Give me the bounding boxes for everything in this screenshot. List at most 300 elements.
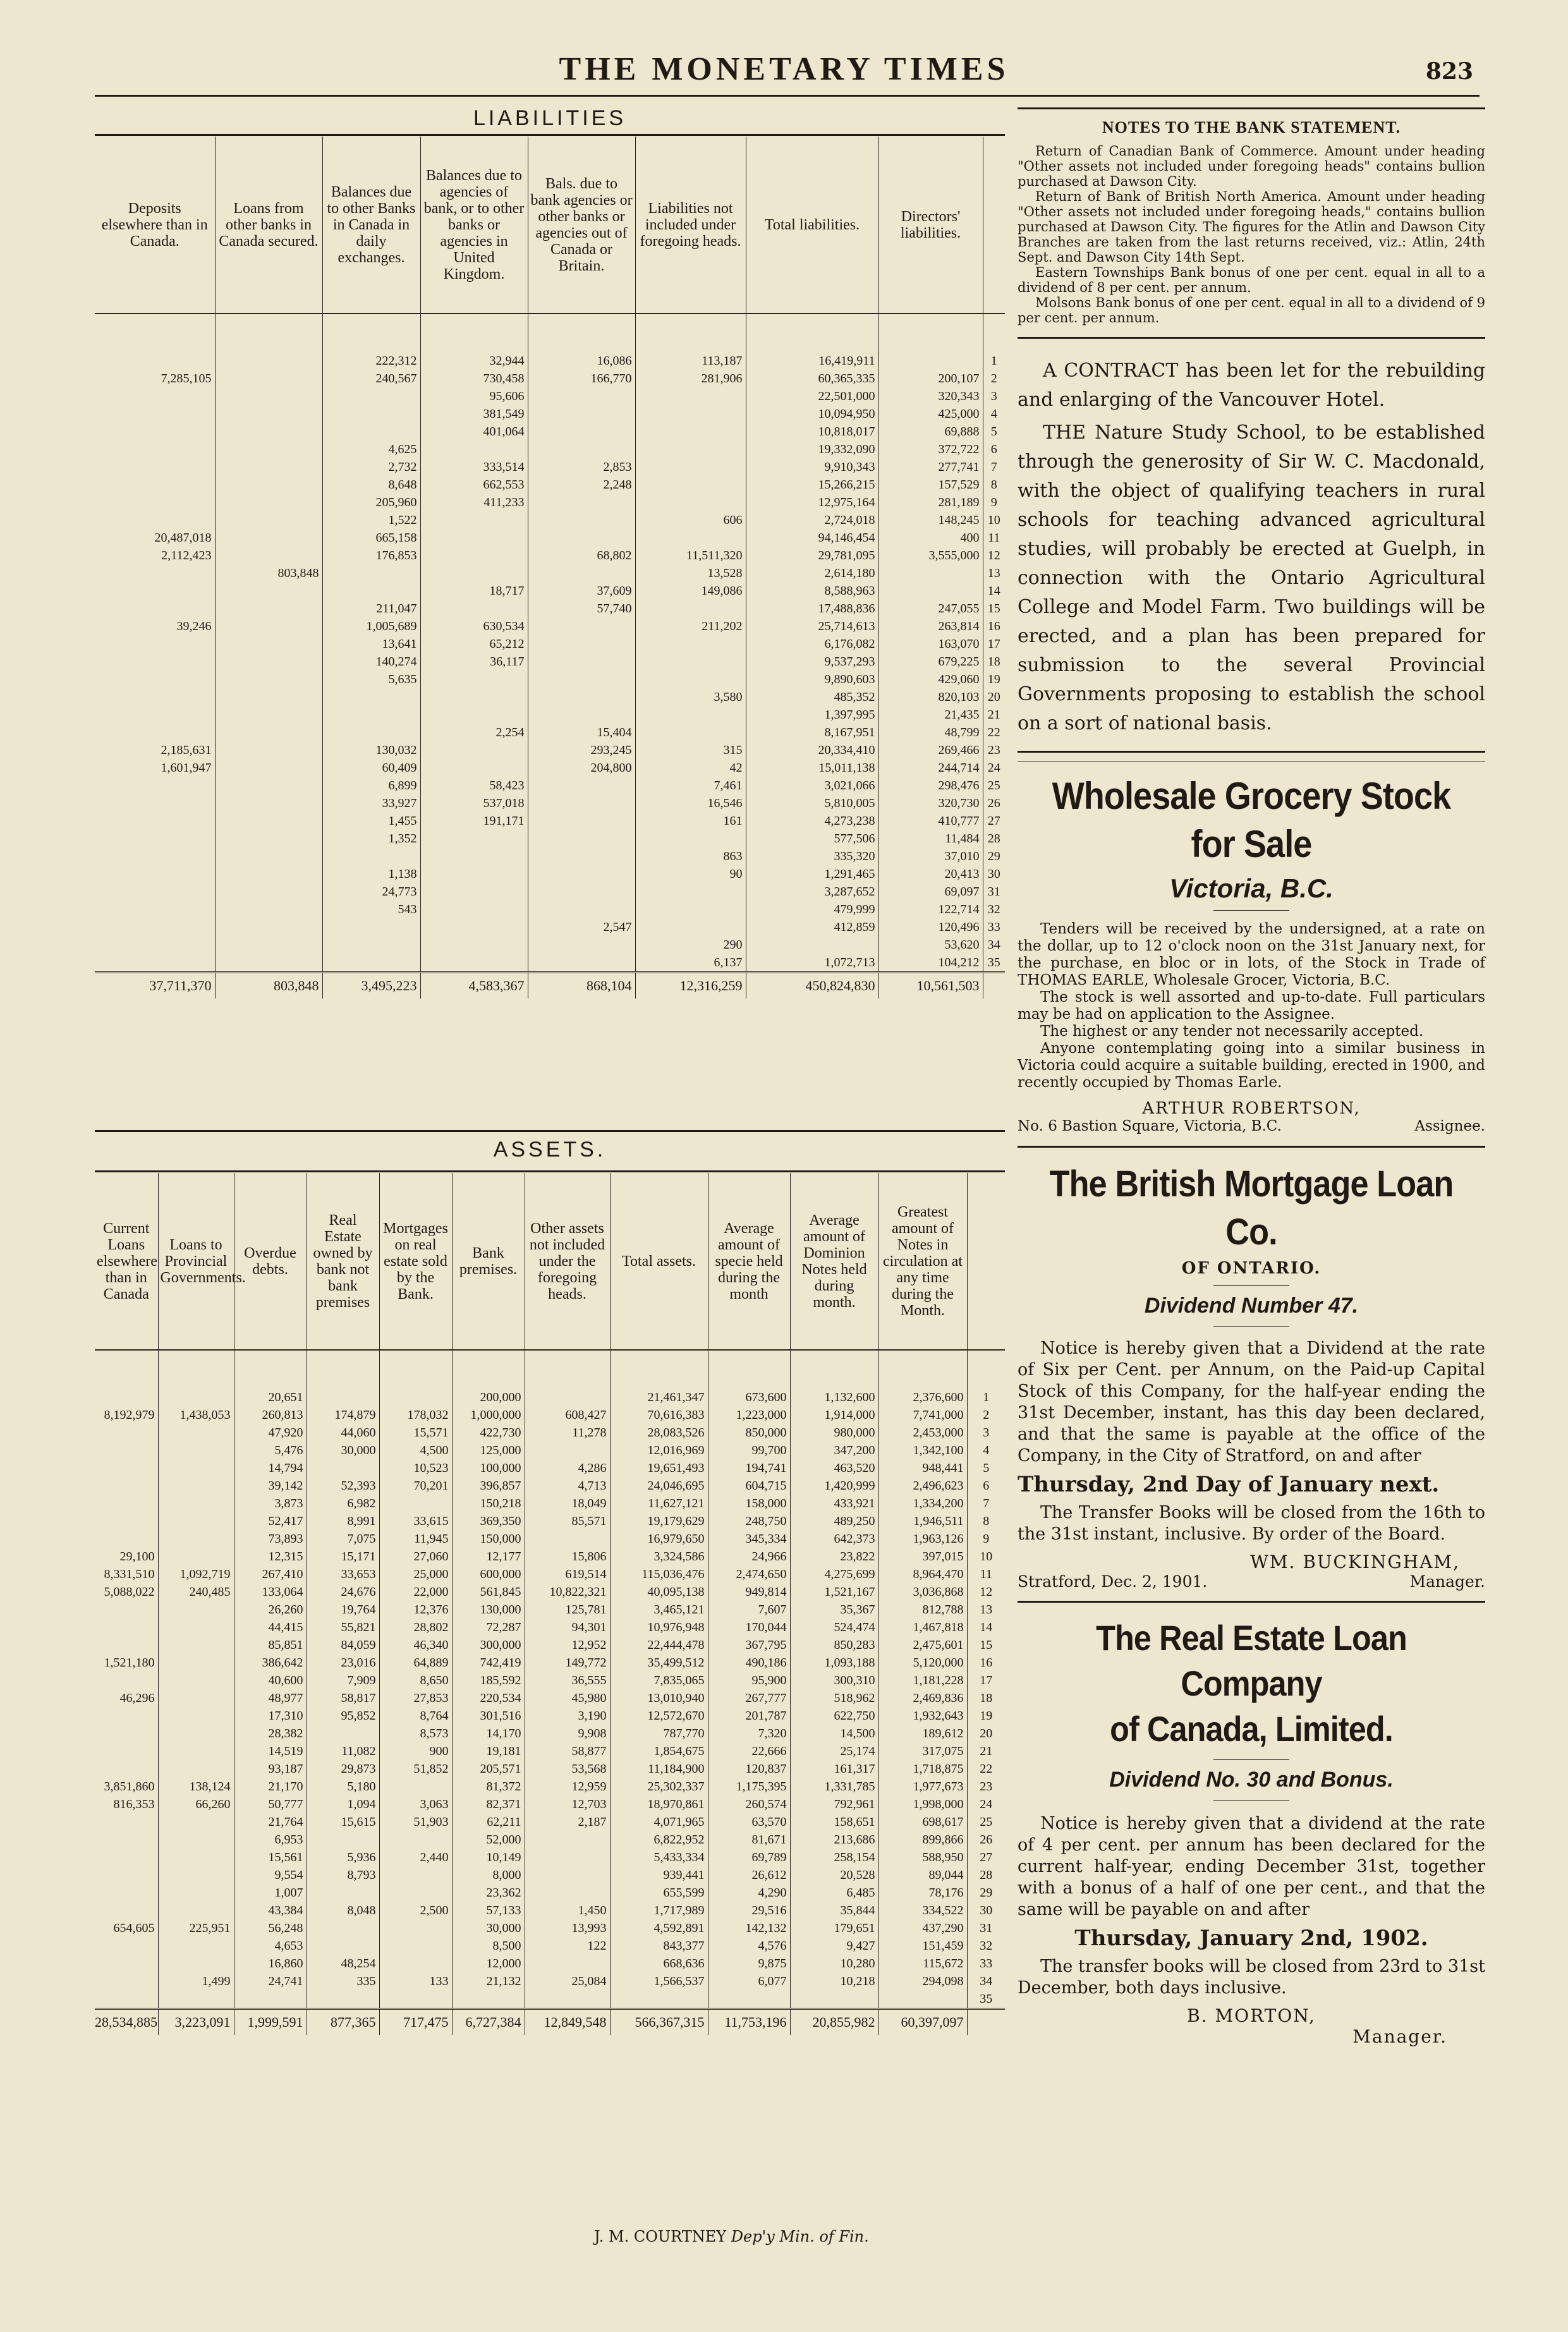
table-cell <box>420 847 528 865</box>
table-cell: 48,799 <box>878 724 983 741</box>
table-cell: 8,331,510 <box>95 1565 158 1583</box>
table-cell: 3,555,000 <box>878 547 983 564</box>
table-cell: 386,642 <box>234 1654 307 1672</box>
table-cell: 18,049 <box>525 1495 610 1512</box>
table-cell <box>95 1618 158 1636</box>
total-cell: 1,999,591 <box>234 2009 307 2036</box>
row-number: 9 <box>990 495 997 509</box>
table-cell: 16,546 <box>635 794 746 812</box>
row-number: 22 <box>987 726 1000 739</box>
table-cell <box>95 1866 158 1884</box>
table-cell <box>635 476 746 494</box>
row-number: 34 <box>987 938 1000 952</box>
total-cell: 803,848 <box>215 973 322 999</box>
table-cell <box>525 1955 610 1972</box>
table-cell <box>95 1955 158 1972</box>
liabilities-header-8: Directors' liabilities. <box>878 137 983 313</box>
table-cell: 524,474 <box>790 1618 878 1636</box>
table-cell: 2,500 <box>379 1902 452 1919</box>
total-cell: 28,534,885 <box>95 2009 158 2036</box>
table-cell: 16,419,911 <box>746 352 878 370</box>
ad-grocery-role: Assignee. <box>1414 1118 1485 1134</box>
row-number: 29 <box>980 1886 993 1900</box>
table-cell <box>528 494 635 511</box>
table-cell <box>95 883 215 901</box>
table-cell: 60,365,335 <box>746 370 878 387</box>
table-cell: 15,266,215 <box>746 476 878 494</box>
table-cell: 44,060 <box>307 1424 379 1442</box>
table-cell <box>528 529 635 547</box>
table-cell: 7,607 <box>708 1601 790 1618</box>
row-number: 24 <box>980 1797 993 1811</box>
table-cell <box>420 741 528 759</box>
table-cell: 120,837 <box>708 1760 790 1778</box>
table-cell: 2,248 <box>528 476 635 494</box>
table-cell: 50,777 <box>234 1795 307 1813</box>
table-cell <box>95 1742 158 1760</box>
ad-british-p2: The Transfer Books will be closed from the 16th to the 31st instant, inclusive. By order of the Board. <box>1018 1503 1485 1544</box>
table-row <box>95 954 1005 973</box>
table-cell: 843,377 <box>610 1937 708 1955</box>
table-cell <box>528 936 635 954</box>
row-number: 19 <box>987 672 1000 686</box>
table-cell: 12,703 <box>525 1795 610 1813</box>
table-row <box>95 370 1005 387</box>
table-cell <box>635 494 746 511</box>
table-cell <box>379 1495 452 1512</box>
ad-grocery-p1: Tenders will be received by the undersigned, at a rate on the dollar, up to 12 o'clock noon on the 31st January next, for the purchase, en bloc or in lots, of the Stock in Trade of THOMAS EARLE, Wholesale Grocer, Victoria, B.C. <box>1018 921 1485 988</box>
table-cell: 53,620 <box>878 936 983 954</box>
table-cell: 1,455 <box>322 812 420 830</box>
table-cell: 277,741 <box>878 458 983 476</box>
table-row <box>95 1795 1005 1813</box>
table-cell: 1,175,395 <box>708 1778 790 1795</box>
table-row <box>95 1760 1005 1778</box>
table-cell <box>215 511 322 529</box>
table-cell <box>420 954 528 973</box>
table-row <box>95 387 1005 405</box>
table-cell: 69,097 <box>878 883 983 901</box>
row-number: 11 <box>988 531 1000 545</box>
table-cell: 60,409 <box>322 759 420 777</box>
table-row <box>95 1424 1005 1442</box>
table-cell: 2,474,650 <box>708 1565 790 1583</box>
table-cell <box>528 847 635 865</box>
table-cell <box>158 1884 234 1902</box>
table-cell: 201,787 <box>708 1707 790 1725</box>
total-cell: 450,824,830 <box>746 973 878 999</box>
table-cell: 787,770 <box>610 1725 708 1742</box>
total-rownum <box>967 2009 1005 2036</box>
row-number: 31 <box>987 885 1000 899</box>
table-cell: 3,063 <box>379 1795 452 1813</box>
ad-realestate-headline-1: The Real Estate Loan Company <box>1096 1618 1407 1703</box>
table-cell: 792,961 <box>790 1795 878 1813</box>
table-cell <box>158 1459 234 1477</box>
table-cell: 100,000 <box>452 1459 525 1477</box>
table-cell: 37,010 <box>878 847 983 865</box>
table-cell: 742,419 <box>452 1654 525 1672</box>
table-row <box>95 1972 1005 1990</box>
table-cell: 5,433,334 <box>610 1849 708 1866</box>
table-cell: 122,714 <box>878 901 983 918</box>
table-cell: 46,296 <box>95 1689 158 1707</box>
row-number: 18 <box>980 1691 993 1705</box>
table-cell <box>379 1955 452 1972</box>
table-cell: 26,260 <box>234 1601 307 1618</box>
table-cell <box>525 1831 610 1849</box>
table-cell: 35,844 <box>790 1902 878 1919</box>
table-cell: 64,889 <box>379 1654 452 1672</box>
table-cell <box>95 423 215 440</box>
table-row <box>95 1618 1005 1636</box>
table-cell <box>95 954 215 973</box>
table-cell: 16,979,650 <box>610 1530 708 1548</box>
row-number: 27 <box>980 1850 993 1864</box>
table-cell: 151,459 <box>878 1937 967 1955</box>
running-head <box>0 51 1568 95</box>
divider <box>1213 1326 1289 1327</box>
table-cell <box>95 671 215 688</box>
table-cell <box>307 1725 379 1742</box>
table-cell <box>215 600 322 617</box>
table-cell <box>215 653 322 671</box>
table-cell <box>158 1742 234 1760</box>
table-cell: 205,960 <box>322 494 420 511</box>
table-cell <box>528 387 635 405</box>
table-cell: 422,730 <box>452 1424 525 1442</box>
table-cell: 58,817 <box>307 1689 379 1707</box>
total-cell: 3,223,091 <box>158 2009 234 2036</box>
table-cell: 12,952 <box>525 1636 610 1654</box>
table-cell: 606 <box>635 511 746 529</box>
table-cell: 5,180 <box>307 1778 379 1795</box>
table-cell: 51,852 <box>379 1760 452 1778</box>
table-cell: 369,350 <box>452 1512 525 1530</box>
table-cell: 18,717 <box>420 582 528 600</box>
table-cell: 673,600 <box>708 1388 790 1406</box>
table-cell: 15,806 <box>525 1548 610 1565</box>
table-row <box>95 1849 1005 1866</box>
table-cell: 267,777 <box>708 1689 790 1707</box>
table-cell: 2,496,623 <box>878 1477 967 1495</box>
table-cell: 6,953 <box>234 1831 307 1849</box>
ad-british-headline: The British Mortgage Loan Co. <box>1049 1163 1454 1253</box>
table-cell: 1,467,818 <box>878 1618 967 1636</box>
row-number: 8 <box>983 1514 990 1528</box>
table-cell: 12,975,164 <box>746 494 878 511</box>
table-cell <box>158 1654 234 1672</box>
table-cell: 1,521,180 <box>95 1654 158 1672</box>
table-cell: 437,290 <box>878 1919 967 1937</box>
table-cell <box>215 706 322 724</box>
assets-header-1: Current Loans elsewhere than in Canada <box>95 1173 158 1350</box>
table-cell <box>528 901 635 918</box>
table-cell: 1,352 <box>322 830 420 847</box>
divider <box>1018 751 1485 753</box>
table-cell: 397,015 <box>878 1548 967 1565</box>
table-row <box>95 1601 1005 1618</box>
table-row <box>95 1495 1005 1512</box>
table-cell: 211,202 <box>635 617 746 635</box>
table-cell <box>215 352 322 370</box>
table-cell: 412,859 <box>746 918 878 936</box>
table-cell <box>420 759 528 777</box>
row-number: 11 <box>980 1567 992 1581</box>
row-number: 6 <box>983 1479 990 1493</box>
table-cell <box>215 387 322 405</box>
ad-realestate-headline-2: of Canada, Limited. <box>1110 1709 1393 1749</box>
table-cell: 23,822 <box>790 1548 878 1565</box>
table-cell <box>95 812 215 830</box>
row-number: 1 <box>983 1390 990 1404</box>
table-row <box>95 547 1005 564</box>
table-cell: 577,506 <box>746 830 878 847</box>
table-cell <box>95 1990 158 2009</box>
table-cell: 27,060 <box>379 1548 452 1565</box>
table-cell <box>322 918 420 936</box>
table-cell <box>635 671 746 688</box>
table-cell <box>322 954 420 973</box>
table-cell <box>158 1636 234 1654</box>
table-cell: 84,059 <box>307 1636 379 1654</box>
table-cell: 120,496 <box>878 918 983 936</box>
row-number: 35 <box>987 956 1000 969</box>
table-cell: 1,072,713 <box>746 954 878 973</box>
liabilities-header-5: Bals. due to bank agencies or other banks or agencies out of Canada or Britain. <box>528 137 635 313</box>
table-cell <box>95 511 215 529</box>
table-cell: 37,609 <box>528 582 635 600</box>
row-number: 5 <box>983 1461 990 1475</box>
table-cell <box>215 582 322 600</box>
divider <box>1018 1146 1485 1148</box>
table-row <box>95 352 1005 370</box>
table-cell: 18,970,861 <box>610 1795 708 1813</box>
table-cell: 320,343 <box>878 387 983 405</box>
table-cell <box>95 830 215 847</box>
table-row <box>95 1742 1005 1760</box>
row-number: 20 <box>987 690 1000 704</box>
table-row <box>95 777 1005 794</box>
row-number: 14 <box>980 1620 993 1634</box>
table-cell: 396,857 <box>452 1477 525 1495</box>
news-nature-school: THE Nature Study School, to be established through the generosity of Sir W. C. Macdonald, with the object of qualifying teachers in rural schools for teaching advanced agricultural studies, will probably be erected at Guelph, in connection with the Ontario Agricultural College and Model Farm. Two buildings will be erected, and a plan has been prepared for submission to the several Provincial Governments proposing to establish the school on a sort of national basis. <box>1018 422 1485 734</box>
table-cell <box>95 1725 158 1742</box>
table-cell: 25,000 <box>379 1565 452 1583</box>
table-cell: 29,516 <box>708 1902 790 1919</box>
table-cell <box>215 688 322 706</box>
table-cell: 95,606 <box>420 387 528 405</box>
table-row <box>95 1636 1005 1654</box>
table-cell: 345,334 <box>708 1530 790 1548</box>
table-cell <box>158 1955 234 1972</box>
assets-header-5: Mortgages on real estate sold by the Bank. <box>379 1173 452 1350</box>
table-cell: 185,592 <box>452 1672 525 1689</box>
table-cell <box>215 954 322 973</box>
table-cell: 200,107 <box>878 370 983 387</box>
assets-header-8: Total assets. <box>610 1173 708 1350</box>
table-cell <box>528 830 635 847</box>
table-row <box>95 936 1005 954</box>
table-cell <box>322 564 420 582</box>
table-cell <box>525 1388 610 1406</box>
table-cell <box>528 511 635 529</box>
table-cell <box>215 617 322 635</box>
row-number: 15 <box>987 602 1000 616</box>
table-cell <box>322 688 420 706</box>
table-cell: 247,055 <box>878 600 983 617</box>
table-row <box>95 1512 1005 1530</box>
table-cell <box>95 635 215 653</box>
table-cell <box>95 1937 158 1955</box>
row-number: 27 <box>987 814 1000 828</box>
table-cell: 317,075 <box>878 1742 967 1760</box>
liabilities-header-1: Deposits elsewhere than in Canada. <box>95 137 215 313</box>
table-cell: 47,920 <box>234 1424 307 1442</box>
table-cell <box>158 1902 234 1919</box>
table-cell: 15,171 <box>307 1548 379 1565</box>
table-cell: 619,514 <box>525 1565 610 1583</box>
masthead: THE MONETARY TIMES <box>559 51 1009 87</box>
table-cell <box>420 600 528 617</box>
table-cell: 1,007 <box>234 1884 307 1902</box>
table-cell: 62,211 <box>452 1813 525 1831</box>
table-cell: 15,571 <box>379 1424 452 1442</box>
table-cell: 1,420,999 <box>790 1477 878 1495</box>
row-number: 24 <box>987 761 1000 775</box>
table-cell: 2,732 <box>322 458 420 476</box>
table-cell: 372,722 <box>878 440 983 458</box>
table-cell: 429,060 <box>878 671 983 688</box>
table-cell: 730,458 <box>420 370 528 387</box>
table-cell: 10,818,017 <box>746 423 878 440</box>
table-cell: 662,553 <box>420 476 528 494</box>
table-cell: 63,570 <box>708 1813 790 1831</box>
table-cell <box>420 564 528 582</box>
table-cell: 161,317 <box>790 1760 878 1778</box>
table-cell: 14,500 <box>790 1725 878 1742</box>
table-cell <box>746 936 878 954</box>
table-cell <box>95 653 215 671</box>
table-cell <box>95 918 215 936</box>
table-cell: 301,516 <box>452 1707 525 1725</box>
table-row <box>95 1990 1005 2009</box>
table-cell: 204,800 <box>528 759 635 777</box>
table-cell: 8,048 <box>307 1902 379 1919</box>
table-cell: 1,005,689 <box>322 617 420 635</box>
table-cell: 43,384 <box>234 1902 307 1919</box>
table-cell: 2,112,423 <box>95 547 215 564</box>
table-cell: 8,573 <box>379 1725 452 1742</box>
table-cell: 1,132,600 <box>790 1388 878 1406</box>
table-cell <box>528 564 635 582</box>
assets-header-10: Average amount of Dominion Notes held during month. <box>790 1173 878 1350</box>
table-cell: 300,000 <box>452 1636 525 1654</box>
table-cell: 1,499 <box>158 1972 234 1990</box>
table-cell: 94,146,454 <box>746 529 878 547</box>
table-cell <box>215 671 322 688</box>
table-row <box>95 1406 1005 1424</box>
table-cell: 425,000 <box>878 405 983 423</box>
table-cell <box>528 706 635 724</box>
row-number: 2 <box>983 1408 990 1422</box>
table-cell: 11,484 <box>878 830 983 847</box>
row-number: 25 <box>987 779 1000 793</box>
ad-real-estate <box>1018 1615 1485 2047</box>
table-cell: 24,676 <box>307 1583 379 1601</box>
table-cell: 347,200 <box>790 1442 878 1459</box>
table-cell <box>307 1990 379 2009</box>
row-number: 33 <box>987 920 1000 934</box>
ad-grocery-signer: ARTHUR ROBERTSON, <box>1142 1099 1361 1118</box>
total-cell: 4,583,367 <box>420 973 528 999</box>
table-row <box>95 1459 1005 1477</box>
row-number: 23 <box>980 1780 993 1794</box>
table-cell: 70,201 <box>379 1477 452 1495</box>
table-cell: 900 <box>379 1742 452 1760</box>
table-cell: 411,233 <box>420 494 528 511</box>
table-cell: 15,011,138 <box>746 759 878 777</box>
liabilities-header-6: Liabilities not included under foregoing heads. <box>635 137 746 313</box>
table-cell: 142,132 <box>708 1919 790 1937</box>
row-number: 21 <box>987 708 1000 722</box>
table-cell: 28,802 <box>379 1618 452 1636</box>
row-number: 16 <box>980 1656 993 1670</box>
table-cell <box>528 423 635 440</box>
table-cell: 40,600 <box>234 1672 307 1689</box>
table-cell <box>158 1672 234 1689</box>
table-cell: 1,932,643 <box>878 1707 967 1725</box>
table-cell <box>307 1937 379 1955</box>
news-contract: A CONTRACT has been let for the rebuilding and enlarging of the Vancouver Hotel. <box>1018 360 1485 411</box>
table-cell: 150,218 <box>452 1495 525 1512</box>
table-cell <box>379 1884 452 1902</box>
table-cell: 158,651 <box>790 1813 878 1831</box>
table-cell: 2,376,600 <box>878 1388 967 1406</box>
table-cell: 11,945 <box>379 1530 452 1548</box>
footer-name: J. M. COURTNEY <box>594 2228 727 2245</box>
assets-header-9: Average amount of specie held during the month <box>708 1173 790 1350</box>
table-cell: 2,185,631 <box>95 741 215 759</box>
table-cell <box>215 423 322 440</box>
table-cell: 654,605 <box>95 1919 158 1937</box>
table-cell <box>635 883 746 901</box>
table-cell: 2,187 <box>525 1813 610 1831</box>
table-cell <box>95 1672 158 1689</box>
table-cell: 57,133 <box>452 1902 525 1919</box>
table-cell: 15,561 <box>234 1849 307 1866</box>
row-number: 17 <box>987 637 1000 651</box>
table-cell: 29,100 <box>95 1548 158 1565</box>
table-cell <box>215 794 322 812</box>
table-cell: 1,223,000 <box>708 1406 790 1424</box>
table-cell: 25,084 <box>525 1972 610 1990</box>
table-cell: 166,770 <box>528 370 635 387</box>
table-cell: 12,177 <box>452 1548 525 1565</box>
table-cell: 8,588,963 <box>746 582 878 600</box>
table-cell <box>528 794 635 812</box>
table-cell: 10,094,950 <box>746 405 878 423</box>
table-cell: 561,845 <box>452 1583 525 1601</box>
table-row <box>95 1442 1005 1459</box>
table-cell <box>525 1442 610 1459</box>
table-cell: 7,320 <box>708 1725 790 1742</box>
table-cell: 335 <box>307 1972 379 1990</box>
total-cell: 566,367,315 <box>610 2009 708 2036</box>
assets-title: ASSETS. <box>493 1138 607 1162</box>
table-cell: 6,822,952 <box>610 1831 708 1849</box>
row-number: 19 <box>980 1709 993 1723</box>
